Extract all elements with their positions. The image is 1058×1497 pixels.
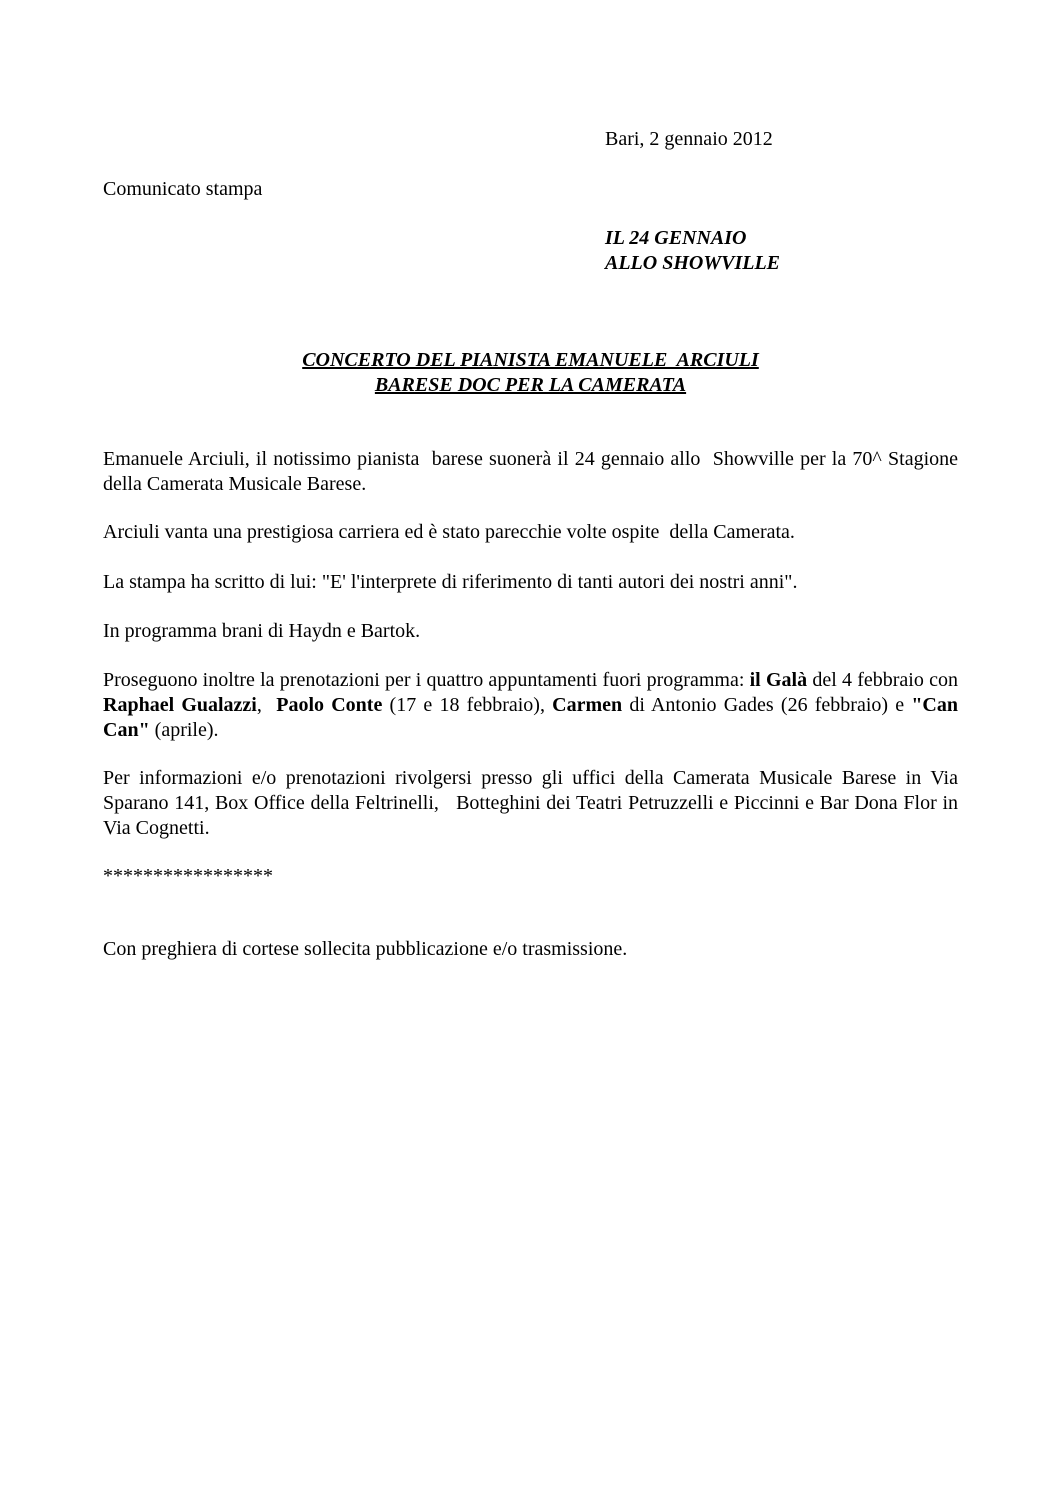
event-venue: ALLO SHOWVILLE [605, 252, 781, 274]
bookings-text-6: (aprile). [149, 719, 219, 741]
date-line: Bari, 2 gennaio 2012 [605, 128, 773, 150]
event-carmen: Carmen [552, 694, 623, 716]
bookings-text-4: (17 e 18 febbraio), [382, 694, 553, 716]
separator: ***************** [103, 865, 273, 887]
bookings-text-2: del 4 febbraio con [807, 669, 963, 691]
bookings-text-3: , [256, 694, 277, 716]
artist-gualazzi: Raphael Gualazzi [103, 694, 257, 716]
event-gala: il Galà [749, 669, 808, 691]
paragraph-program: In programma brani di Haydn e Bartok. [103, 620, 421, 642]
bookings-text-5: di Antonio Gades (26 febbraio) e [622, 694, 912, 716]
headline-line-2: BARESE DOC PER LA CAMERATA [374, 374, 687, 396]
event-can-can: "Can Can" [103, 694, 963, 741]
paragraph-press: La stampa ha scritto di lui: "E' l'interprete di riferimento di tanti autori dei nostri anni". [103, 571, 798, 593]
closing-note: Con preghiera di cortese sollecita pubblicazione e/o trasmissione. [103, 938, 628, 960]
headline [103, 348, 958, 398]
headline-line-1: CONCERTO DEL PIANISTA EMANUELE ARCIULI [302, 349, 759, 371]
event-block [605, 226, 780, 276]
paragraph-info: Per informazioni e/o prenotazioni rivolgersi presso gli uffici della Camerata Musicale Barese in Via Sparano 141, Box Office della Feltrinelli, Botteghini dei Teatri Petruzzelli e Piccinni e Bar Dona Flor in Via Cognetti. [103, 767, 963, 839]
paragraph-bookings [103, 668, 963, 743]
paragraph-career: Arciuli vanta una prestigiosa carriera ed è stato parecchie volte ospite della Camerata. [103, 521, 795, 543]
bookings-text-1: Proseguono inoltre la prenotazioni per i quattro appuntamenti fuori programma: [103, 669, 750, 691]
artist-conte: Paolo Conte [276, 694, 383, 716]
paragraph-intro: Emanuele Arciuli, il notissimo pianista barese suonerà il 24 gennaio allo Showville per la 70^ Stagione della Camerata Musicale Barese. [103, 448, 963, 495]
event-date: IL 24 GENNAIO [605, 227, 747, 249]
document-type: Comunicato stampa [103, 178, 263, 200]
